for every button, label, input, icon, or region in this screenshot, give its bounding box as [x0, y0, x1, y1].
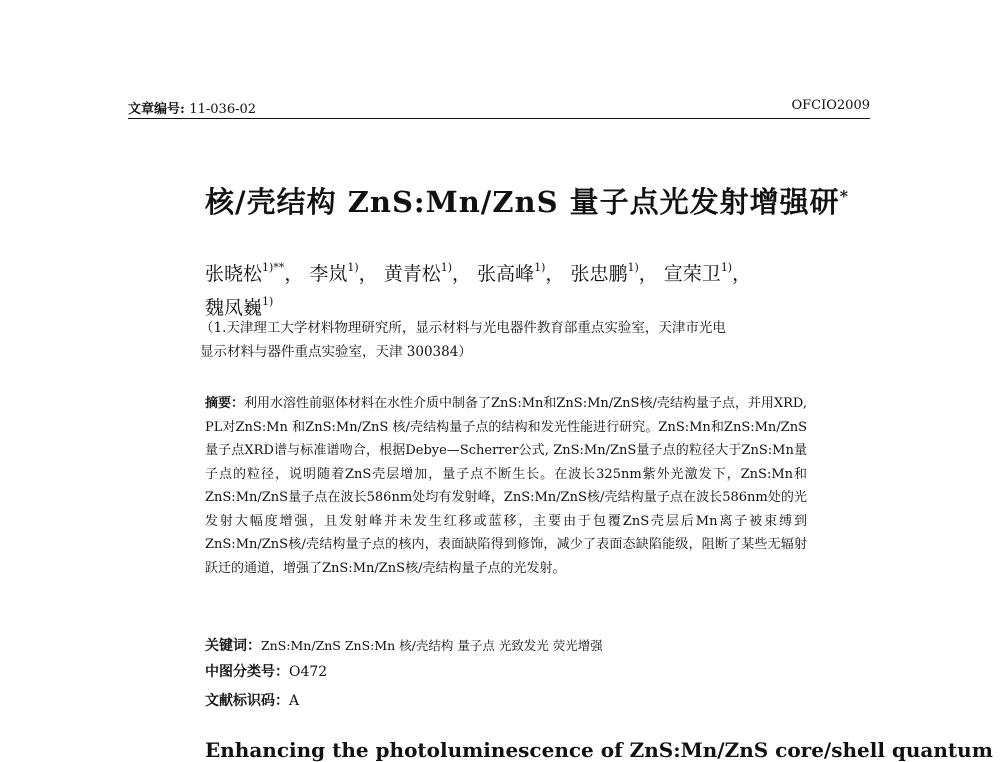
conference-code: OFCIO2009 [791, 98, 870, 113]
author: 宣荣卫$^{1)}$ [663, 261, 733, 285]
author: 张晓松$^{1)**}$ [205, 261, 285, 285]
affiliation [200, 316, 820, 364]
author: 张高峰$^{1)}$ [477, 261, 546, 285]
document-code: 文献标识码：A [205, 693, 300, 709]
abstract-text: 利用水溶性前驱体材料在水性介质中制备了ZnS:Mn和ZnS:Mn/ZnS核/壳结构量子点，并用XRD, PL对ZnS:Mn 和ZnS:Mn/ZnS 核/壳结构量子点的结构和发光性能进行研究。ZnS:Mn和ZnS:Mn/ZnS量子点XRD谱与标准谱吻合，根据Debye—Scherrer公式, ZnS:Mn/ZnS量子点的粒径大于ZnS:Mn量子点的粒径，说明随着ZnS壳层增加，量子点不断生长。在波长325nm紫外光激发下，ZnS:Mn和ZnS:Mn/ZnS量子点在波长586nm处均有发射峰，ZnS:Mn/ZnS核/壳结构量子点在波长586nm处的光发射大幅度增强，且发射峰并未发生红移或蓝移，主要由于包覆ZnS壳层后Mn离子被束缚到ZnS:Mn/ZnS核/壳结构量子点的核内，表面缺陷得到修饰，减少了表面态缺陷能级，阻断了某些无辐射跃迁的通道，增强了ZnS:Mn/ZnS核/壳结构量子点的光发射。 [205, 396, 807, 576]
author: 李岚$^{1)}$ [309, 261, 359, 285]
author: 张忠鹏$^{1)}$ [570, 261, 639, 285]
keywords: 关键词：ZnS:Mn/ZnS ZnS:Mn 核/壳结构 量子点 光致发光 荧光增强 [205, 638, 603, 654]
paper-title: 核/壳结构 ZnS:Mn/ZnS 量子点光发射增强研* [205, 185, 850, 219]
abstract [205, 392, 807, 580]
english-title: Enhancing the photoluminescence of ZnS:Mn/ZnS core/shell quantum [205, 738, 993, 762]
title-footnote-mark: * [839, 186, 850, 206]
clc-number: 中图分类号：O472 [205, 664, 328, 680]
article-number: 文章编号: 11-036-02 [128, 102, 257, 117]
affiliation-line: （1.天津理工大学材料物理研究所，显示材料与光电器件教育部重点实验室，天津市光电 [200, 320, 726, 336]
abstract-label: 摘要： [205, 396, 245, 411]
affiliation-line: 显示材料与器件重点实验室，天津 300384） [200, 344, 472, 360]
author-list: 张晓松$^{1)**}$， 李岚$^{1)}$， 黄青松$^{1)}$， 张高峰$^{1)}$， 张忠鹏$^{1)}$， 宣荣卫$^{1)}$， 魏凤巍$^{1)}$ [205, 261, 752, 319]
author: 黄青松$^{1)}$ [383, 261, 453, 285]
running-header [128, 96, 870, 119]
author: 魏凤巍$^{1)}$ [205, 295, 274, 319]
